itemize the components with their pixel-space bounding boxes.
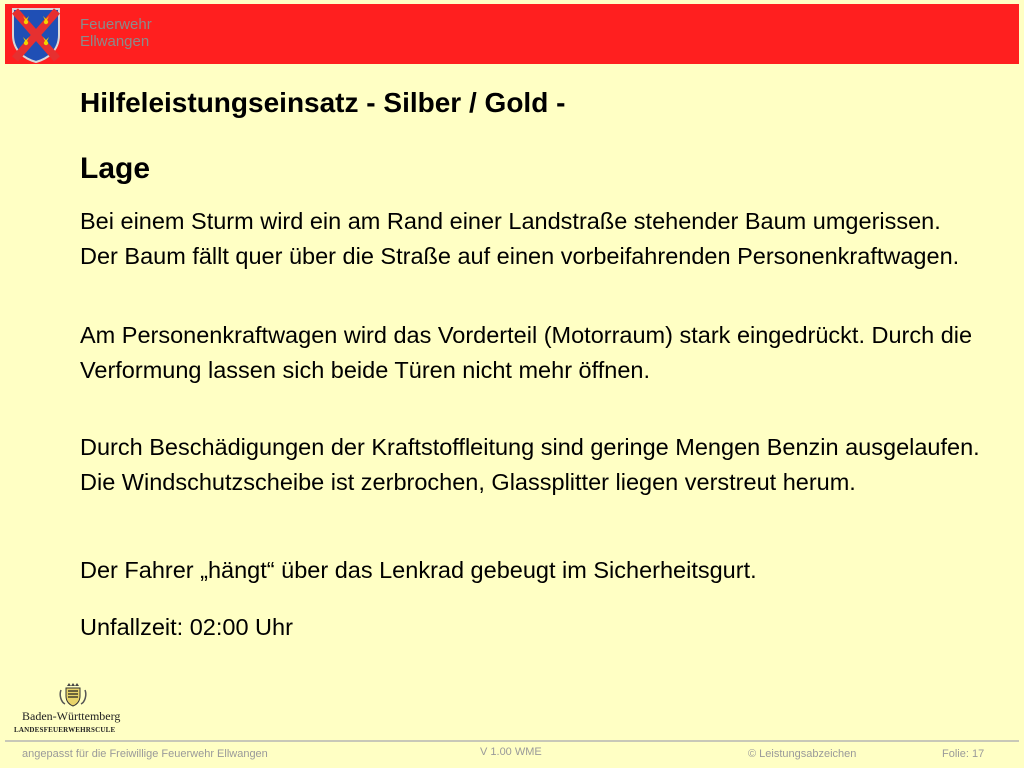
school-name: LANDESFEUERWEHRSCULE: [14, 726, 116, 734]
organization-name-line2: Ellwangen: [80, 33, 150, 50]
situation-paragraph-2: Am Personenkraftwagen wird das Vorderteil (Motorraum) stark eingedrückt. Durch die Verformung lassen sich beide Türen nicht mehr öffnen.: [80, 322, 973, 383]
footer-copyright: © Leistungsabzeichen: [748, 748, 857, 760]
section-heading: Lage: [80, 152, 151, 185]
slide-title: Hilfeleistungseinsatz - Silber / Gold -: [80, 87, 566, 118]
situation-paragraph-1: Bei einem Sturm wird ein am Rand einer Landstraße stehender Baum umgerissen. Der Baum fällt quer über die Straße auf einen vorbeifahrenden Personenkraftwagen.: [80, 208, 960, 269]
baden-wuerttemberg-seal-icon: [58, 682, 88, 708]
footer-version: V 1.00 WME: [480, 746, 542, 758]
header-bar: [5, 4, 1019, 64]
state-logo: [12, 682, 124, 738]
situation-paragraph-3: Durch Beschädigungen der Kraftstoffleitung sind geringe Mengen Benzin ausgelaufen. Die Windschutzscheibe ist zerbrochen, Glassplitter liegen verstreut herum.: [80, 434, 980, 495]
ellwangen-coat-of-arms-icon: [11, 7, 61, 63]
situation-paragraph-4: Der Fahrer „hängt“ über das Lenkrad gebeugt im Sicherheitsgurt.: [80, 557, 757, 583]
footer-adapted-note: angepasst für die Freiwillige Feuerwehr Ellwangen: [22, 748, 268, 760]
footer-divider: [5, 740, 1019, 742]
organization-name: [80, 16, 152, 50]
accident-time: Unfallzeit: 02:00 Uhr: [80, 614, 293, 640]
state-name: Baden-Württemberg: [22, 709, 121, 723]
footer-slide-number: Folie: 17: [942, 748, 985, 760]
organization-name-line1: Feuerwehr: [80, 16, 152, 33]
